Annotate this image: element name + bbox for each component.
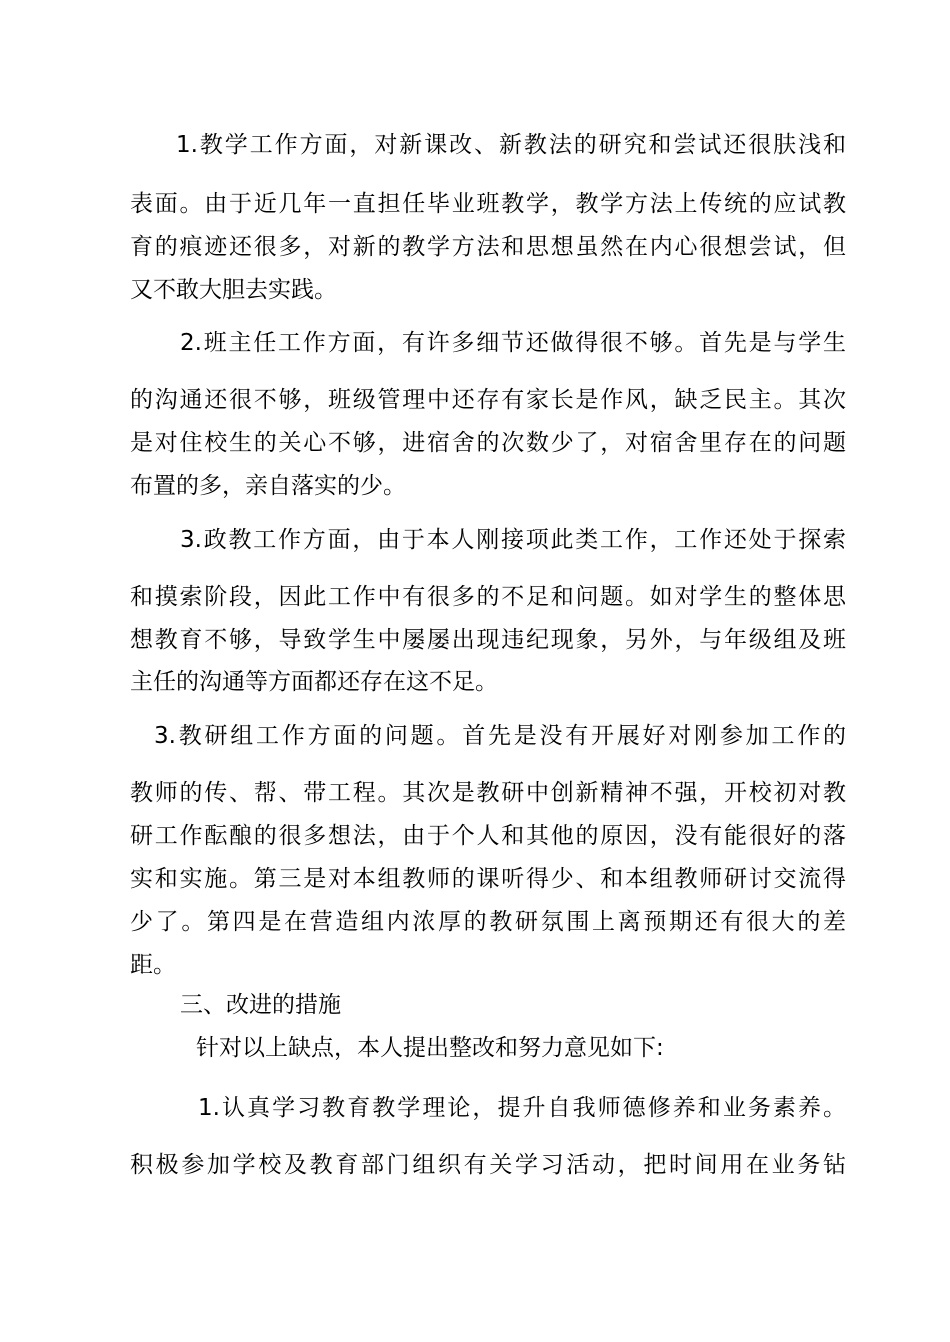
paragraph-4-line-6: 距。 xyxy=(130,952,176,978)
paragraph-3-line-3: 想教育不够，导致学生中屡屡出现违纪现象，另外，与年级组及班 xyxy=(130,627,846,653)
paragraph-2-line-3: 是对住校生的关心不够，进宿舍的次数少了，对宿舍里存在的问题 xyxy=(130,430,846,456)
paragraph-4-line-1: 3.教研组工作方面的问题。首先是没有开展好对刚参加工作的 xyxy=(154,723,846,749)
measure-1-line-2: 积极参加学校及教育部门组织有关学习活动，把时间用在业务钻 xyxy=(130,1152,846,1178)
measure-1-line-1: 1.认真学习教育教学理论，提升自我师德修养和业务素养。 xyxy=(198,1095,846,1121)
paragraph-4-line-4: 实和实施。第三是对本组教师的课听得少、和本组教师研讨交流得 xyxy=(130,866,846,892)
paragraph-2-line-1: 2.班主任工作方面，有许多细节还做得很不够。首先是与学生 xyxy=(180,330,846,356)
paragraph-1-line-2: 表面。由于近几年一直担任毕业班教学，教学方法上传统的应试教 xyxy=(130,191,846,217)
paragraph-4-line-2: 教师的传、帮、带工程。其次是教研中创新精神不强，开校初对教 xyxy=(130,780,846,806)
paragraph-1-line-3: 育的痕迹还很多，对新的教学方法和思想虽然在内心很想尝试，但 xyxy=(130,234,846,260)
paragraph-3-line-1: 3.政教工作方面，由于本人刚接项此类工作，工作还处于探索 xyxy=(180,527,846,553)
paragraph-4-line-3: 研工作酝酿的很多想法，由于个人和其他的原因，没有能很好的落 xyxy=(130,823,846,849)
paragraph-3-line-2: 和摸索阶段，因此工作中有很多的不足和问题。如对学生的整体思 xyxy=(130,584,846,610)
paragraph-2-line-2: 的沟通还很不够，班级管理中还存有家长是作风，缺乏民主。其次 xyxy=(130,387,846,413)
paragraph-4-line-5: 少了。第四是在营造组内浓厚的教研氛围上离预期还有很大的差 xyxy=(130,909,846,935)
section-heading: 三、改进的措施 xyxy=(180,992,341,1018)
paragraph-2-line-4: 布置的多，亲自落实的少。 xyxy=(130,473,406,499)
paragraph-3-line-4: 主任的沟通等方面都还存在这不足。 xyxy=(130,669,498,695)
paragraph-1-line-1: 1.教学工作方面，对新课改、新教法的研究和尝试还很肤浅和 xyxy=(176,132,846,158)
paragraph-1-line-4: 又不敢大胆去实践。 xyxy=(130,277,337,303)
intro-line: 针对以上缺点，本人提出整改和努力意见如下: xyxy=(196,1035,664,1061)
